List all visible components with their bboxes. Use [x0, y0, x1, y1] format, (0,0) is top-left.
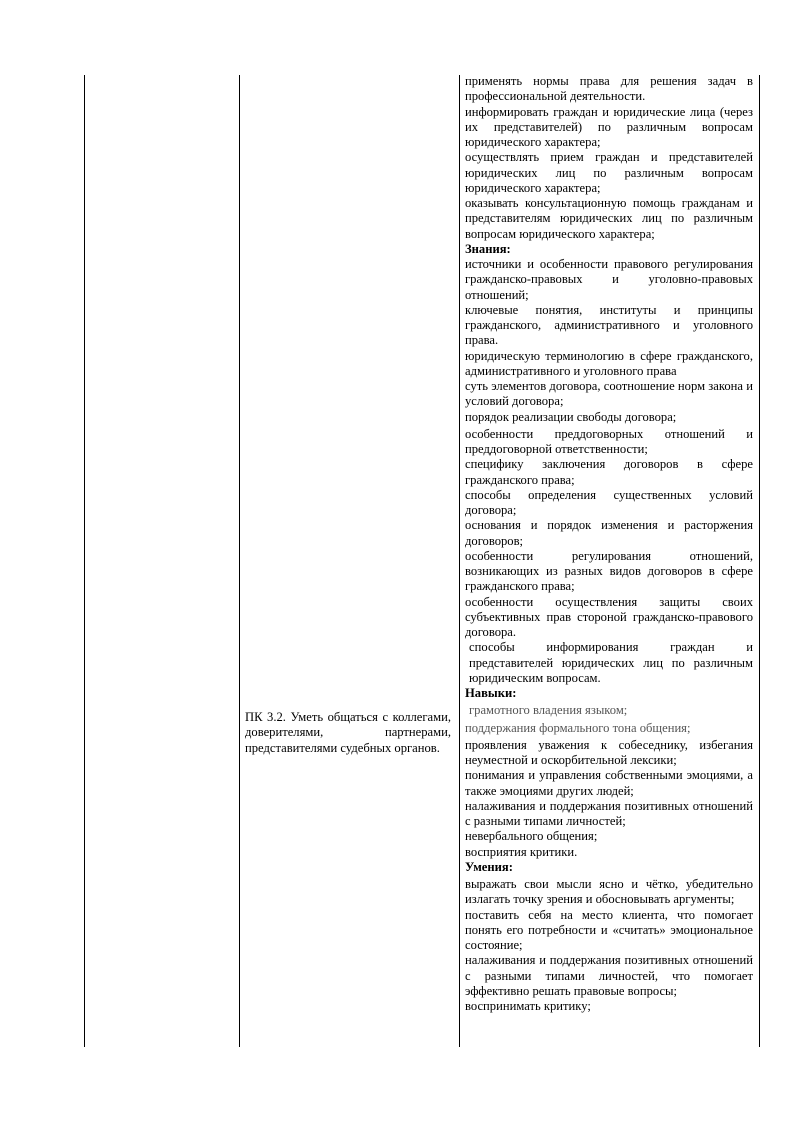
requirement-item: юридическую терминологию в сфере гражданского, административного и уголовного права: [465, 348, 753, 378]
requirement-item: основания и порядок изменения и расторжения договоров;: [465, 518, 753, 548]
requirement-item: особенности преддоговорных отношений и преддоговорной ответственности;: [465, 426, 753, 456]
requirement-item: особенности осуществления защиты своих субъективных прав стороной гражданско-правового договора.: [465, 594, 753, 639]
requirement-item: поставить себя на место клиента, что помогает понять его потребности и «считать» эмоциональное состояние;: [465, 907, 753, 952]
section-heading: Навыки:: [465, 686, 517, 700]
requirement-item: осуществлять прием граждан и представителей юридических лиц по различным вопросам юридического характера;: [465, 150, 753, 195]
requirement-item: понимания и управления собственными эмоциями, а также эмоциями других людей;: [465, 768, 753, 798]
section-heading: Умения:: [465, 859, 513, 874]
requirement-item: проявления уважения к собеседнику, избегания неуместной и оскорбительной лексики;: [465, 737, 753, 767]
requirement-item: грамотного владения языком;: [469, 703, 628, 718]
table-border-col2: [459, 75, 460, 1047]
requirement-item: порядок реализации свободы договора;: [465, 409, 677, 424]
requirement-item: информировать граждан и юридические лица (через их представителей) по различным вопросам юридического характера;: [465, 104, 753, 149]
table-border-left: [84, 75, 85, 1047]
table-border-right: [759, 75, 760, 1047]
requirement-item: способы информирования граждан и представителей юридических лиц по различным юридическим вопросам.: [469, 640, 753, 685]
table-border-col1: [239, 75, 240, 1047]
requirement-item: оказывать консультационную помощь гражданам и представителям юридических лиц по различным вопросам юридического характера;: [465, 196, 753, 241]
requirement-item: поддержания формального тона общения;: [465, 720, 691, 735]
requirement-item: применять нормы права для решения задач в профессиональной деятельности.: [465, 74, 753, 104]
requirement-item: особенности регулирования отношений, возникающих из разных видов договоров в сфере гражданского права;: [465, 548, 753, 594]
requirement-item: выражать свои мысли ясно и чётко, убедительно излагать точку зрения и обосновывать аргументы;: [465, 877, 753, 907]
requirement-item: способы определения существенных условий договора;: [465, 487, 753, 517]
requirements-cell: [465, 74, 753, 1014]
requirement-item: налаживания и поддержания позитивных отношений с разными типами личностей, что помогает эффективно решать правовые вопросы;: [465, 953, 753, 998]
requirement-item: источники и особенности правового регулирования гражданско-правовых и уголовно-правовых отношений;: [465, 257, 753, 302]
requirement-item: воспринимать критику;: [465, 999, 591, 1013]
section-heading: Знания:: [465, 241, 511, 256]
requirement-item: налаживания и поддержания позитивных отношений с разными типами личностей;: [465, 798, 753, 828]
competency-text: ПК 3.2. Уметь общаться с коллегами, доверителями, партнерами, представителями судебных органов.: [245, 710, 451, 755]
requirement-item: невербального общения;: [465, 829, 598, 844]
requirement-item: восприятия критики.: [465, 844, 578, 859]
requirement-item: ключевые понятия, институты и принципы гражданского, административного и уголовного права.: [465, 302, 753, 348]
requirement-item: суть элементов договора, соотношение норм закона и условий договора;: [465, 379, 753, 409]
requirement-item: специфику заключения договоров в сфере гражданского права;: [465, 457, 753, 487]
competency-cell: [245, 710, 451, 756]
